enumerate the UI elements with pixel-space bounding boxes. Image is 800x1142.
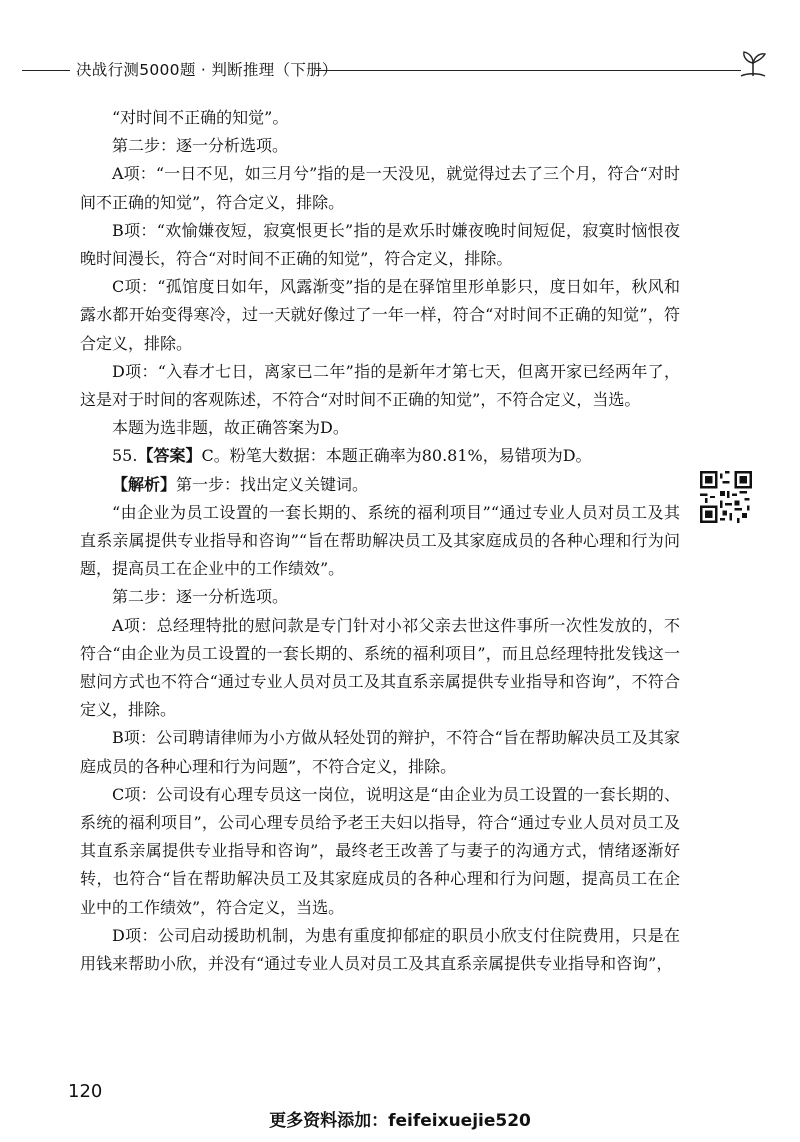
paragraph: D项：公司启动援助机制，为患有重度抑郁症的职员小欣支付住院费用，只是在用钱来帮助小欣，并没有“通过专业人员对员工及其直系亲属提供专业指导和咨询”， [80, 925, 680, 974]
paragraph: 第二步：逐一分析选项。 [112, 587, 289, 607]
paragraph: C项：“孤馆度日如年，风露渐变”指的是在驿馆里形单影只，度日如年，秋风和露水都开始变得寒冷，过一天就好像过了一年一样，符合“对时间不正确的知觉”，符合定义，排除。 [80, 277, 680, 353]
paragraph: A项：总经理特批的慰问款是专门针对小祁父亲去世这件事所一次性发放的，不符合“由企业为员工设置的一套长期的、系统的福利项目”，而且总经理特批发钱这一慰问方式也不符合“通过专业人员对员工及其直系亲属提供专业指导和咨询”，不符合定义，排除。 [80, 615, 680, 720]
paragraph: 本题为选非题，故正确答案为D。 [112, 418, 349, 438]
paragraph: B项：公司聘请律师为小方做从轻处罚的辩护，不符合“旨在帮助解决员工及其家庭成员的各种心理和行为问题”，不符合定义，排除。 [80, 728, 680, 776]
running-header [0, 54, 800, 94]
paragraph: “由企业为员工设置的一套长期的、系统的福利项目”“通过专业人员对员工及其直系亲属提供专业指导和咨询”“旨在帮助解决员工及其家庭成员的各种心理和行为问题，提高员工在企业中的工作绩效”。 [80, 502, 680, 579]
paragraph: “对时间不正确的知觉”。 [112, 108, 289, 127]
paragraph: A项：“一日不见，如三月兮”指的是一天没见，就觉得过去了三个月，符合“对时间不正确的知觉”，符合定义，排除。 [80, 164, 680, 212]
page-number: 120 [68, 1081, 103, 1102]
answer-line [80, 442, 680, 470]
paragraph: D项：“入春才七日，离家已二年”指的是新年才第七天，但离开家已经两年了，这是对于时间的客观陈述，不符合“对时间不正确的知觉”，不符合定义，当选。 [80, 361, 680, 410]
analysis-label: 【解析】 [112, 474, 177, 494]
answer-text: C。粉笔大数据：本题正确率为80.81%，易错项为D。 [201, 446, 592, 466]
footer-note: 更多资料添加：feifeixuejie520 [269, 1111, 531, 1131]
paragraph: B项：“欢愉嫌夜短，寂寞恨更长”指的是欢乐时嫌夜晚时间短促，寂寞时恼恨夜晚时间漫长，符合“对时间不正确的知觉”，符合定义，排除。 [80, 220, 680, 269]
header-rule-left [22, 70, 70, 71]
qr-code-icon[interactable] [700, 471, 752, 523]
answer-label: 【答案】 [137, 446, 202, 466]
analysis-text: 第一步：找出定义关键词。 [176, 474, 369, 494]
paragraph: C项：公司设有心理专员这一岗位，说明这是“由企业为员工设置的一套长期的、系统的福利项目”，公司心理专员给予老王夫妇以指导，符合“通过专业人员对员工及其直系亲属提供专业指导和咨询”，最终老王改善了与妻子的沟通方式，情绪逐渐好转，也符合“旨在帮助解决员工及其家庭成员的各种心理和行为问题，提高员工在企业中的工作绩效”，符合定义，当选。 [80, 784, 680, 917]
header-rule-right [316, 70, 741, 71]
book-title: 决战行测5000题 · 判断推理（下册） [76, 61, 338, 79]
paragraph: 第二步：逐一分析选项。 [112, 136, 289, 156]
analysis-line [80, 471, 680, 499]
question-number: 55. [112, 446, 138, 466]
main-text [80, 104, 680, 978]
sprout-icon [735, 46, 771, 82]
